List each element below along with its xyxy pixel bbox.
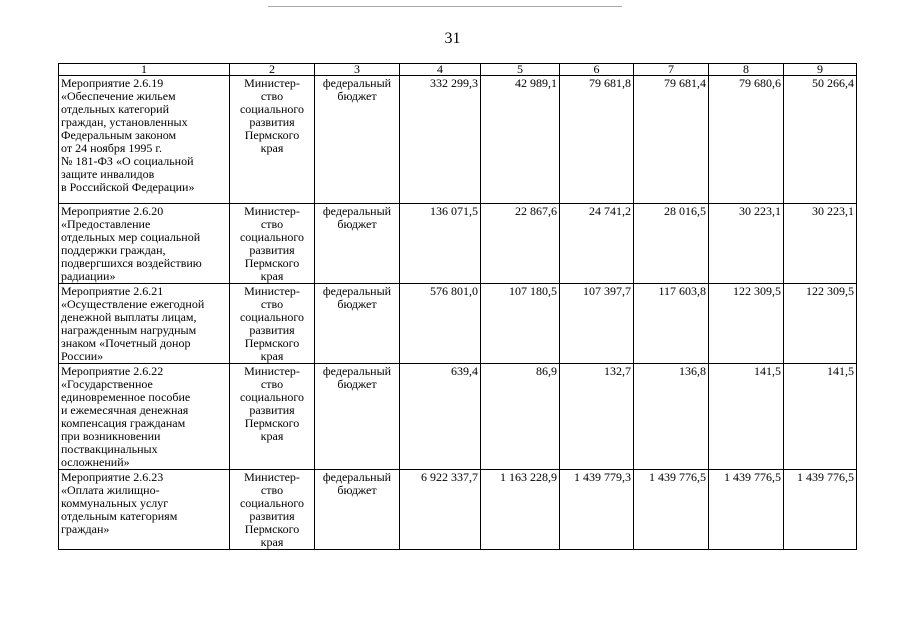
- page-number: 31: [444, 30, 461, 47]
- measure-name-cell: [59, 364, 230, 470]
- column-header: 6: [560, 64, 634, 76]
- executor-cell: [230, 364, 315, 470]
- value-cell: 28 016,5: [634, 204, 709, 284]
- measure-name-cell: [59, 284, 230, 364]
- value-cell: 122 309,5: [709, 284, 784, 364]
- executor: Министер- ство социального развития Пермского края: [239, 76, 305, 155]
- measure-name-cell: [59, 204, 230, 284]
- executor-cell: [230, 284, 315, 364]
- value-cell: 30 223,1: [784, 204, 857, 284]
- column-header: 8: [709, 64, 784, 76]
- value-cell: 79 681,8: [560, 76, 634, 204]
- executor-cell: [230, 204, 315, 284]
- value-cell: 79 681,4: [634, 76, 709, 204]
- value-cell: 1 439 776,5: [709, 470, 784, 550]
- table-row: [59, 284, 857, 364]
- value-cell: 30 223,1: [709, 204, 784, 284]
- measure-name: Мероприятие 2.6.20 «Предоставление отдельных мер социальной поддержки граждан, подвергшихся воздействию радиации»: [61, 204, 202, 283]
- table-row: [59, 76, 857, 204]
- measure-name: Мероприятие 2.6.19 «Обеспечение жильем отдельных категорий граждан, установленных Федеральным законом от 24 ноября 1995 г. № 181-ФЗ «О социальной защите инвалидов в Российской Федерации»: [61, 76, 195, 194]
- executor-cell: [230, 76, 315, 204]
- column-header: 7: [634, 64, 709, 76]
- column-header: 1: [59, 64, 230, 76]
- funding-source: федеральный бюджет: [315, 284, 400, 364]
- value-cell: 576 801,0: [400, 284, 481, 364]
- funding-source: федеральный бюджет: [315, 470, 400, 550]
- executor: Министер- ство социального развития Пермского края: [239, 364, 305, 443]
- value-cell: 6 922 337,7: [400, 470, 481, 550]
- executor-cell: [230, 470, 315, 550]
- value-cell: 42 989,1: [481, 76, 560, 204]
- value-cell: 136,8: [634, 364, 709, 470]
- table-row: [59, 204, 857, 284]
- value-cell: 1 163 228,9: [481, 470, 560, 550]
- budget-table: [58, 63, 857, 550]
- value-cell: 24 741,2: [560, 204, 634, 284]
- column-header: 2: [230, 64, 315, 76]
- measure-name-cell: [59, 470, 230, 550]
- value-cell: 79 680,6: [709, 76, 784, 204]
- top-rule: [268, 6, 622, 7]
- funding-source: федеральный бюджет: [315, 204, 400, 284]
- funding-source: федеральный бюджет: [315, 76, 400, 204]
- table-row: [59, 364, 857, 470]
- executor: Министер- ство социального развития Пермского края: [239, 204, 305, 283]
- header-row: [59, 64, 857, 76]
- value-cell: 22 867,6: [481, 204, 560, 284]
- measure-name: Мероприятие 2.6.23 «Оплата жилищно- коммунальных услуг отдельным категориям граждан»: [61, 470, 178, 536]
- column-header: 9: [784, 64, 857, 76]
- funding-source: федеральный бюджет: [315, 364, 400, 470]
- column-header: 3: [315, 64, 400, 76]
- value-cell: 86,9: [481, 364, 560, 470]
- column-header: 5: [481, 64, 560, 76]
- value-cell: 117 603,8: [634, 284, 709, 364]
- value-cell: 1 439 776,5: [784, 470, 857, 550]
- value-cell: 1 439 776,5: [634, 470, 709, 550]
- measure-name: Мероприятие 2.6.21 «Осуществление ежегодной денежной выплаты лицам, награжденным нагрудным знаком «Почетный донор России»: [61, 284, 205, 363]
- table-row: [59, 470, 857, 550]
- value-cell: 122 309,5: [784, 284, 857, 364]
- value-cell: 50 266,4: [784, 76, 857, 204]
- value-cell: 141,5: [709, 364, 784, 470]
- value-cell: 639,4: [400, 364, 481, 470]
- measure-name-cell: [59, 76, 230, 204]
- measure-name: Мероприятие 2.6.22 «Государственное единовременное пособие и ежемесячная денежная компенсация гражданам при возникновении поствакцинальных осложнений»: [61, 364, 191, 469]
- value-cell: 132,7: [560, 364, 634, 470]
- value-cell: 1 439 779,3: [560, 470, 634, 550]
- column-header: 4: [400, 64, 481, 76]
- value-cell: 107 397,7: [560, 284, 634, 364]
- value-cell: 107 180,5: [481, 284, 560, 364]
- value-cell: 141,5: [784, 364, 857, 470]
- value-cell: 136 071,5: [400, 204, 481, 284]
- executor: Министер- ство социального развития Пермского края: [239, 284, 305, 363]
- executor: Министер- ство социального развития Пермского края: [239, 470, 305, 549]
- value-cell: 332 299,3: [400, 76, 481, 204]
